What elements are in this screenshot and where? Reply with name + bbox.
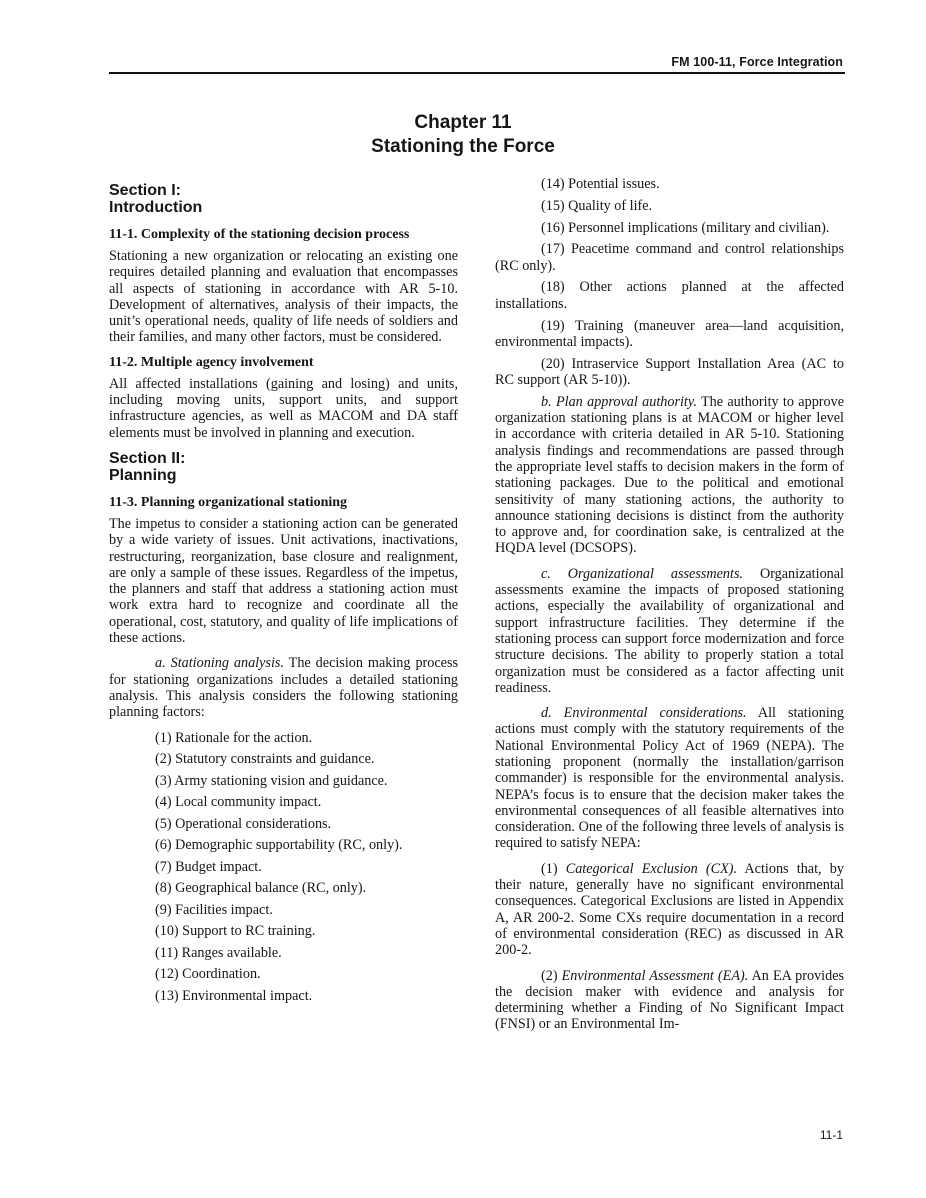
section-2-name: Planning [109,466,177,484]
section-1-name: Introduction [109,199,203,216]
factor-item: (6) Demographic supportability (RC, only). [155,837,403,854]
subparagraph-d-label: d. Environmental considerations. [541,705,747,722]
right-column [495,176,844,1042]
chapter-label: Chapter 11 [414,112,512,133]
factor-item: (9) Facilities impact. [155,901,273,918]
left-column [109,176,458,1009]
factor-item: (8) Geographical balance (RC, only). [155,880,367,897]
factor-item: (15) Quality of life. [541,197,653,214]
paragraph-11-1-heading: 11-1. Complexity of the stationing decision process [109,227,410,242]
subparagraph-b-text: The authority to approve organization stationing plans is at MACOM or higher level in accordance with criteria detailed in AR 5-10. Stationing analysis findings and recommendations are passed through the appropriate level staffs to decision makers in the form of stationing packages. Due to the political and emotional sensitivity of many stationing actions, the authority to announce stationing decisions is distinct from the authority to approve and, for coordination sake, is centralized at the HQDA level (DCSOPS). [495,393,844,557]
factor-item: (13) Environmental impact. [155,987,313,1004]
paragraph-11-3-heading: 11-3. Planning organizational stationing [109,494,348,510]
subparagraph-b [495,394,844,557]
subparagraph-d [495,705,844,852]
section-2-number: Section II: [109,449,186,467]
factor-item: (11) Ranges available. [155,944,282,961]
chapter-title: Stationing the Force [371,136,555,157]
paragraph-11-2-text: All affected installations (gaining and losing) and units, including moving units, support units, and support infrastructure agencies, as well as MACOM and DA staff elements must be involved in planning and execution. [109,375,458,441]
factor-item: (5) Operational considerations. [155,815,332,832]
subparagraph-d1-text: Actions that, by their nature, generally have no significant environmental consequences. Categorical Exclusions are listed in Appendix A, AR 200-2. Some CXs require documentation in a record of environmental consideration (REC) as discussed in AR 200-2. [495,860,844,959]
chapter-heading [0,111,926,159]
subparagraph-b-label: b. Plan approval authority. [541,393,697,410]
subparagraph-c-text: Organizational assessments examine the impacts of proposed stationing actions, especially the availability of organizational and support infrastructure facilities. They determine if the stationing process can support force modernization and force structure decisions. The ability to properly station a total organization must be considered as a factor affecting unit readiness. [495,565,844,696]
subparagraph-d2-text: An EA provides the decision maker with evidence and analysis for determining whether a Finding of No Significant Impact (FNSI) or an Environmental Im- [495,967,845,1033]
subparagraph-d2-label: Environmental Assessment (EA). [561,967,749,984]
stationing-factors-list [109,730,458,1004]
subparagraph-d2-number: (2) [541,967,562,984]
subparagraph-d1-number: (1) [541,860,566,877]
paragraph-11-1-text: Stationing a new organization or relocating an existing one requires detailed planning and evaluation that encompasses all aspects of stationing in accordance with AR 5-10. Development of alternatives, analysis of their impacts, the unit’s operational needs, quality of life needs of soldiers and their families, and many other factors, must be considered. [109,248,458,346]
section-2-heading [109,450,458,484]
subparagraph-d1 [495,861,844,959]
factor-item: (7) Budget impact. [155,858,262,875]
subparagraph-a-text: The decision making process for stationing organizations includes a detailed stationing analysis. This analysis considers the following stationing planning factors: [109,655,458,721]
subparagraph-a-label: a. Stationing analysis. [155,655,284,672]
subparagraph-d2 [495,968,844,1033]
factor-item: (19) Training (maneuver area—land acquisition, environmental impacts). [495,317,844,350]
subparagraph-c [495,566,844,696]
subparagraph-d1-label: Categorical Exclusion (CX). [565,860,738,877]
factor-item: (16) Personnel implications (military and civilian). [541,219,830,236]
factor-item: (2) Statutory constraints and guidance. [155,751,375,768]
factor-item: (1) Rationale for the action. [155,729,313,746]
paragraph-11-3-text: The impetus to consider a stationing action can be generated by a wide variety of issues. Unit activations, inactivations, restructuring, reorganization, base closure and realignment, are only a sample of these issues. Regardless of the impetus, the planners and staff that address a stationing action must work extra hard to recognize and coordinate all the operational, cost, statutory, and quality of life implications of these actions. [109,515,458,647]
paragraph-11-2-heading: 11-2. Multiple agency involvement [109,354,314,370]
factor-item: (17) Peacetime command and control relationships (RC only). [495,241,844,274]
subparagraph-d-text: All stationing actions must comply with the statutory requirements of the National Environmental Policy Act of 1969 (NEPA). The stationing proponent (normally the installation/garrison commander) is responsible for the environmental analysis. NEPA’s focus is to ensure that the decision maker takes the environmental consequences of all feasible alternatives into consideration. One of the following three levels of analysis is required to satisfy NEPA: [495,705,844,852]
subparagraph-a [109,655,458,720]
subparagraph-c-label: c. Organizational assessments. [541,565,744,582]
factor-item: (10) Support to RC training. [155,923,316,940]
continued-factors-list [495,176,844,388]
factor-item: (14) Potential issues. [541,176,660,192]
page-number: 11-1 [819,1128,843,1142]
factor-item: (4) Local community impact. [155,794,322,811]
running-header: FM 100-11, Force Integration [671,55,843,69]
factor-item: (20) Intraservice Support Installation Area (AC to RC support (AR 5-10)). [495,355,844,388]
header-rule [109,72,845,74]
factor-item: (18) Other actions planned at the affected installations. [495,279,844,312]
section-1-number: Section I: [109,182,182,199]
section-1-heading [109,182,458,216]
factor-item: (3) Army stationing vision and guidance. [155,772,388,789]
factor-item: (12) Coordination. [155,966,261,983]
